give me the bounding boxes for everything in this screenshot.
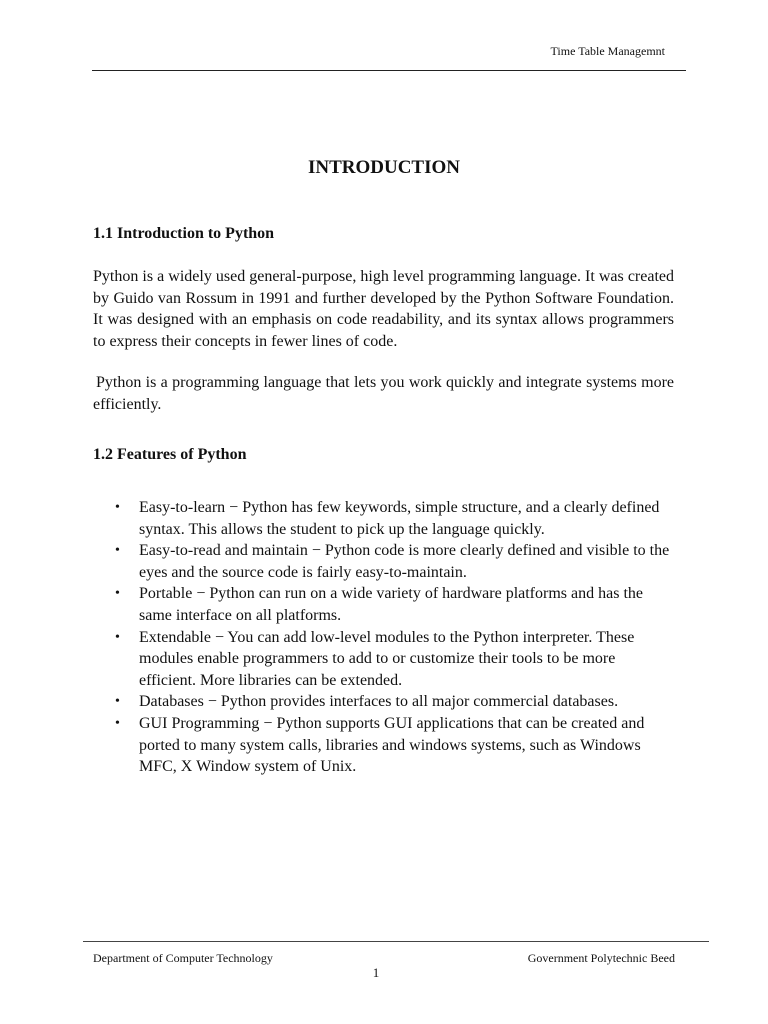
- section-heading-intro-python: 1.1 Introduction to Python: [93, 225, 275, 242]
- bullet-icon: •: [115, 694, 120, 710]
- list-item-extendable: [115, 627, 674, 692]
- list-item-portable: [115, 583, 674, 626]
- bullet-icon: •: [115, 543, 120, 559]
- list-item-text: Easy-to-learn − Python has few keywords, simple structure, and a clearly defined syntax. This allows the student to pick up the language quickly.: [139, 499, 660, 538]
- document-body: [93, 220, 674, 778]
- intro-paragraph-2: Python is a programming language that lets you work quickly and integrate systems more efficiently.: [93, 374, 674, 413]
- list-item-easy-to-read: [115, 540, 674, 583]
- section-heading-features: 1.2 Features of Python: [93, 446, 247, 463]
- list-item-databases: [115, 691, 674, 713]
- bullet-icon: •: [115, 715, 120, 731]
- footer-institution: Government Polytechnic Beed: [527, 951, 675, 965]
- page-number: 1: [372, 965, 380, 980]
- list-item-gui-programming: [115, 713, 674, 778]
- intro-paragraph-1: Python is a widely used general-purpose, high level programming language. It was created by Guido van Rossum in 1991 and further developed by the Python Software Foundation. It was designed with an emphasis on code readability, and its syntax allows programmers to express their concepts in fewer lines of code.: [93, 268, 674, 350]
- bullet-icon: •: [115, 629, 120, 645]
- features-list: [93, 497, 674, 778]
- footer-rule: [83, 941, 709, 942]
- page-title: INTRODUCTION: [307, 157, 461, 178]
- list-item-text: Easy-to-read and maintain − Python code is more clearly defined and visible to the eyes and the source code is fairly easy-to-maintain.: [139, 542, 670, 581]
- list-item-text: GUI Programming − Python supports GUI applications that can be created and ported to many system calls, libraries and windows systems, such as Windows MFC, X Window system of Unix.: [139, 714, 645, 776]
- running-header-title: Time Table Managemnt: [550, 44, 665, 58]
- list-item-text: Databases − Python provides interfaces to all major commercial databases.: [139, 693, 619, 711]
- header-rule: [92, 70, 686, 71]
- bullet-icon: •: [115, 586, 120, 602]
- list-item-text: Portable − Python can run on a wide variety of hardware platforms and has the same interface on all platforms.: [139, 585, 643, 624]
- list-item-text: Extendable − You can add low-level modules to the Python interpreter. These modules enable programmers to add to or customize their tools to be more efficient. More libraries can be extended.: [139, 628, 635, 689]
- bullet-icon: •: [115, 500, 120, 515]
- list-item-easy-to-learn: [115, 497, 674, 540]
- footer-department: Department of Computer Technology: [93, 951, 273, 965]
